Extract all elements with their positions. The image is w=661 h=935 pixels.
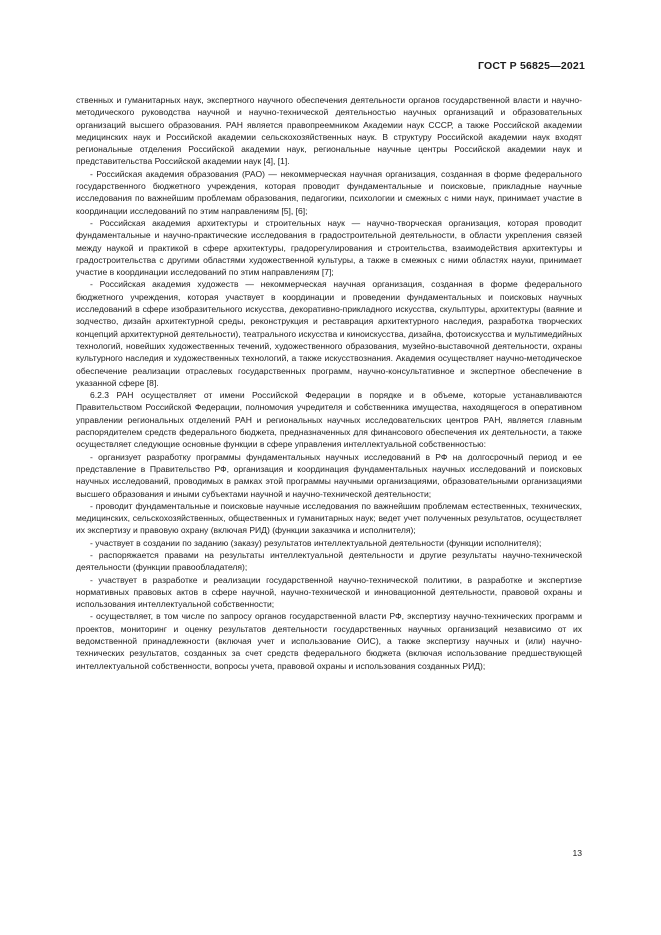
standard-code-header: ГОСТ Р 56825—2021 [477, 60, 585, 72]
paragraph: ственных и гуманитарных наук, экспертного научного обеспечения деятельности органов государственной власти и научно-методического руководства научной и научно-технической деятельностью научных организаций и образовательных организаций высшего образования. РАН является правопреемником Академии наук СССР, а также Российской академии медицинских наук и Российской академии сельскохозяйственных наук. В структуру Российской академии наук входят региональные отделения Российской академии наук, региональные научные центры Российской академии наук и представительства Российской академии наук [4], [1]. [76, 95, 582, 167]
page-number: 13 [572, 848, 582, 858]
list-item: - участвует в создании по заданию (заказу) результатов интеллектуальной деятельности (функции исполнителя); [90, 537, 542, 548]
list-item: - Российская академия художеств — некоммерческая научная организация, созданная в форме федерального бюджетного учреждения, которая участвует в координации и проведении фундаментальных и поисковых научных исследований в сфере изобразительного искусства, декоративно-прикладного искусства, скульптуры, архитектуры (ваяние и зодчество, дизайн архитектурной среды, реконструкция и реставрация архитектурного наследия, разработка творческих концепций архитектурной деятельности), театрального искусства и киноискусства, дизайна, фотоискусства и мультимедийных технологий, новейших художественных течений, художественного образования, музейно-выставочной деятельности, охраны культурного наследия и художественных технологий, а также искусствознания. Академия осуществляет научно-методическое обеспечение реализации отраслевых государственных программ, научно-консультативное и экспертное обеспечение в указанной сфере [8]. [76, 279, 582, 388]
section-paragraph-6-2-3: 6.2.3 РАН осуществляет от имени Российской Федерации в порядке и в объеме, которые устанавливаются Правительством Российской Федерации, полномочия учредителя и собственника имущества, находящегося в оперативном управлении региональных отделений РАН и региональных научных исследовательских центров РАН, является главным распорядителем средств федерального бюджета, предназначенных для финансового обеспечения их деятельности, а также осуществляет следующие основные функции в сфере управления интеллектуальной собственностью: [76, 390, 582, 450]
list-item: - проводит фундаментальные и поисковые научные исследования по важнейшим проблемам естественных, технических, медицинских, сельскохозяйственных, общественных и гуманитарных наук; ведет учет полученных результатов, осуществляет их экспертизу и правовую охрану (включая РИД) (функции заказчика и исполнителя); [76, 500, 582, 536]
list-item: - Российская академия образования (РАО) — некоммерческая научная организация, созданная в форме федерального государственного бюджетного учреждения, которая проводит фундаментальные и поисковые, прикладные научные исследования по важнейшим проблемам образования, педагогики, психологии и смежных с ними наук, принимает участие в координации исследований по этим направлениям [5], [6]; [76, 168, 582, 216]
document-body [76, 94, 582, 672]
list-item: - участвует в разработке и реализации государственной научно-технической политики, в разработке и экспертизе нормативных правовых актов в сфере научной, научно-технической и инновационной деятельности, правовой охраны и использования интеллектуальной собственности; [76, 574, 582, 610]
list-item: - Российская академия архитектуры и строительных наук — научно-творческая организация, которая проводит фундаментальные и научно-практические исследования в градостроительной деятельности, в области укрепления связей между наукой и практикой в сфере архитектуры, градорегулирования и строительства, взаимодействия архитектуры и градостроительства с другими областями художественной культуры, а также в смежных с ними областях науки, принимает участие в координации исследований по этим направлениям [7]; [76, 217, 582, 278]
list-item: - организует разработку программы фундаментальных научных исследований в РФ на долгосрочный период и ее представление в Правительство РФ, организация и координация фундаментальных научных исследований и поисковых научных исследований, проводимых в рамках этой программы научными организациями, образовательными организациями высшего образования и иными субъектами научной и научно-технической деятельности; [76, 451, 582, 499]
list-item: - распоряжается правами на результаты интеллектуальной деятельности и другие результаты научно-технической деятельности (функции правообладателя); [76, 549, 582, 573]
list-item: - осуществляет, в том числе по запросу органов государственной власти РФ, экспертизу научно-технических программ и проектов, мониторинг и оценку результатов деятельности государственных научных организаций независимо от их ведомственной принадлежности (включая учет и использование ОИС), а также экспертизу научных и (или) научно-технических результатов, созданных за счет средств федерального бюджета (включая использование предшествующей интеллектуальной собственности, вопросы учета, правовой охраны и использования созданных РИД); [76, 611, 582, 671]
